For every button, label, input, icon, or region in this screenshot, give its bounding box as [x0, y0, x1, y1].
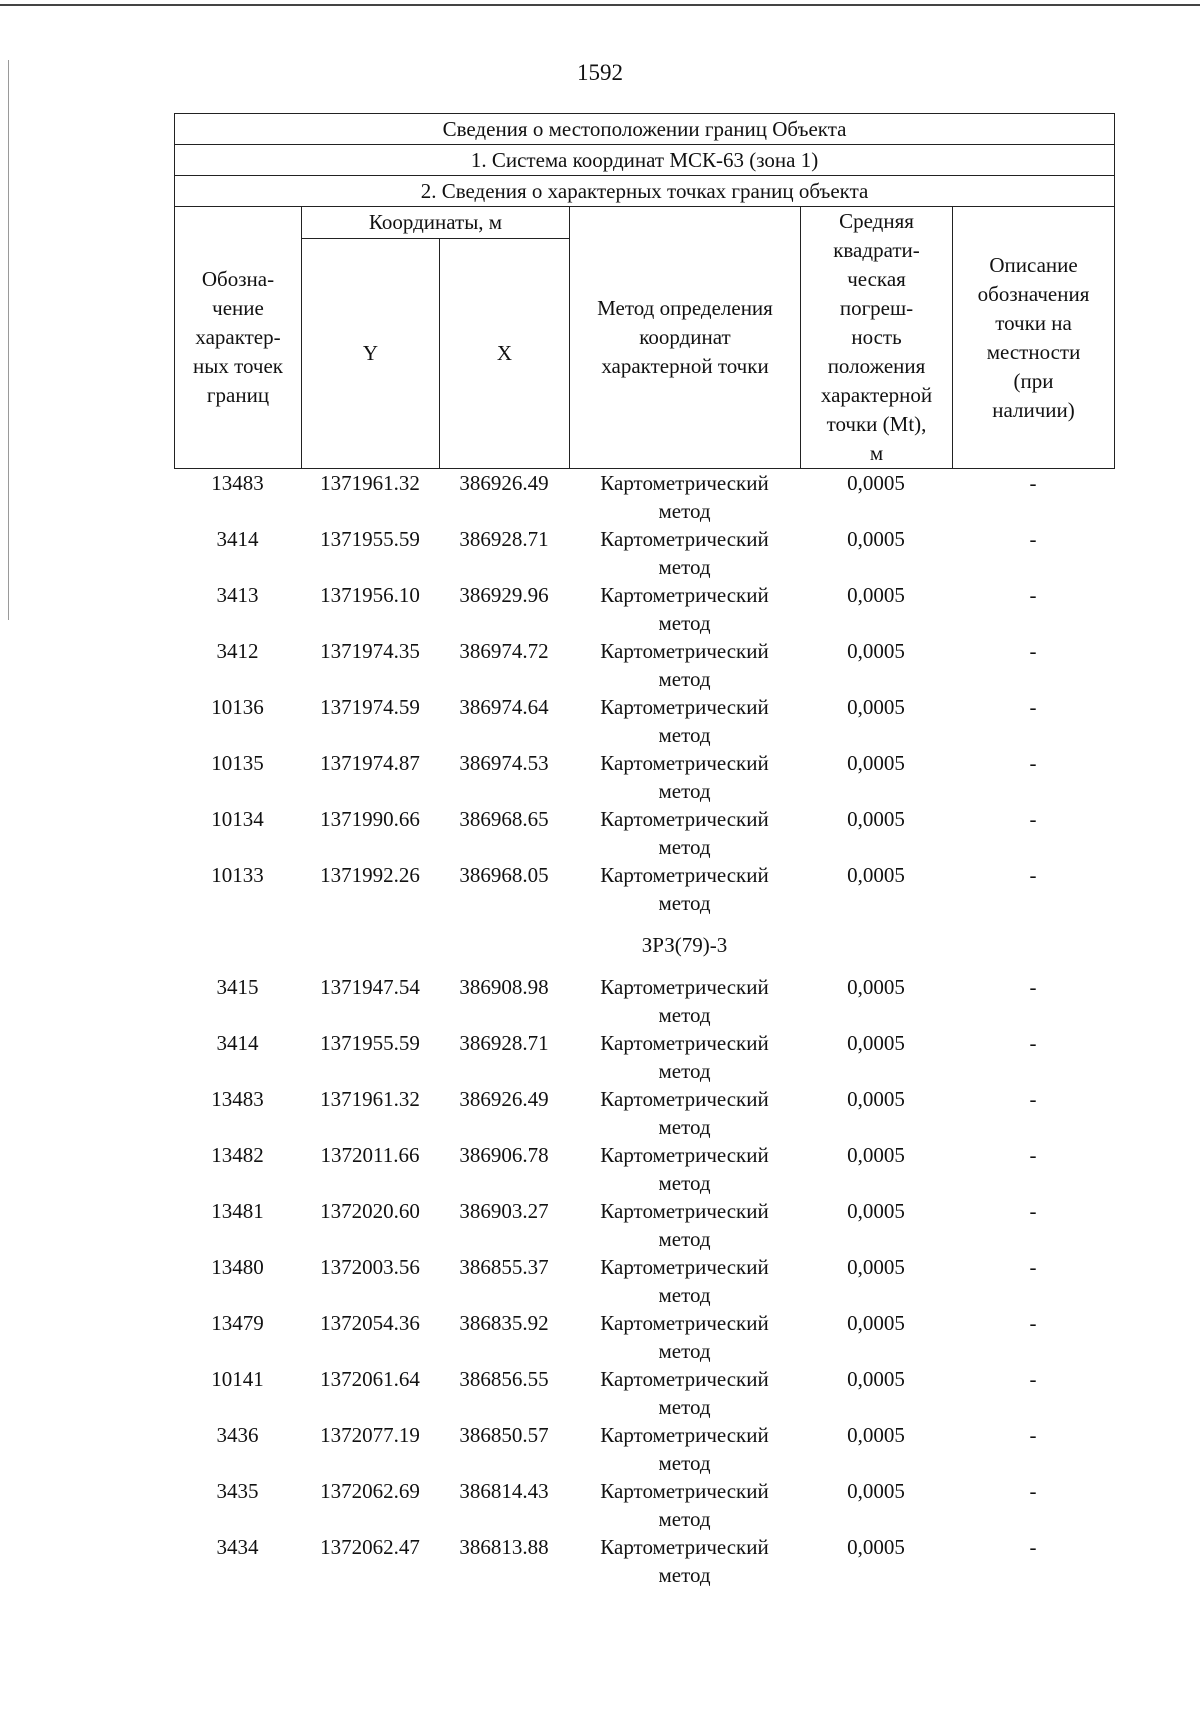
method-line: Картометрический: [600, 471, 769, 495]
x-coordinate-cell: 386968.05: [459, 863, 549, 887]
y-coordinate-cell: 1372061.64: [320, 1367, 420, 1391]
mean-error-cell: 0,0005: [847, 471, 905, 495]
description-cell: -: [1029, 807, 1037, 831]
method-line: метод: [658, 1563, 711, 1587]
mean-error-cell: 0,0005: [847, 1311, 905, 1335]
method-line: метод: [658, 667, 711, 691]
mean-error-cell: 0,0005: [847, 1535, 905, 1559]
mean-error-cell: 0,0005: [847, 1479, 905, 1503]
description-cell: -: [1029, 1143, 1037, 1167]
table-row: [174, 861, 1114, 917]
point-id-cell: 13483: [211, 1087, 264, 1111]
method-line: Картометрический: [600, 807, 769, 831]
description-cell: -: [1029, 1255, 1037, 1279]
y-coordinate-cell: 1372020.60: [320, 1199, 420, 1223]
x-coordinate-cell: 386974.53: [459, 751, 549, 775]
method-cell: [569, 1029, 800, 1085]
header-line: погреш-: [839, 296, 914, 320]
point-id-cell: 10135: [211, 751, 264, 775]
table-row: [174, 581, 1114, 637]
method-line: метод: [658, 1283, 711, 1307]
method-line: метод: [658, 499, 711, 523]
section-spacer: [800, 917, 1114, 973]
table-row: [174, 1085, 1114, 1141]
method-line: метод: [658, 1395, 711, 1419]
section-label: ЗРЗ(79)-3: [641, 933, 728, 957]
method-line: Картометрический: [600, 1087, 769, 1111]
page-number: 1592: [577, 60, 623, 85]
table-row: [174, 525, 1114, 581]
point-id-cell: 13482: [211, 1143, 264, 1167]
x-coordinate-cell: 386906.78: [459, 1143, 549, 1167]
x-coordinate-cell: 386856.55: [459, 1367, 549, 1391]
mean-error-cell: 0,0005: [847, 695, 905, 719]
method-line: Картометрический: [600, 1199, 769, 1223]
header-line: (при: [1013, 368, 1054, 393]
mean-error-cell: 0,0005: [847, 863, 905, 887]
point-id-cell: 3412: [216, 639, 259, 663]
y-coordinate-cell: 1371974.35: [320, 639, 420, 663]
points-section-title: 2. Сведения о характерных точках границ объекта: [175, 176, 1115, 207]
header-line: Средняя: [839, 209, 914, 233]
table-row: [174, 1421, 1114, 1477]
header-line: точки на: [995, 310, 1072, 335]
table-row: [174, 1141, 1114, 1197]
header-line: наличии): [992, 397, 1075, 422]
x-coordinate-cell: 386928.71: [459, 1031, 549, 1055]
method-cell: [569, 1085, 800, 1141]
description-cell: -: [1029, 1311, 1037, 1335]
method-header: [570, 207, 801, 469]
x-coordinate-cell: 386814.43: [459, 1479, 549, 1503]
header-line: Метод определения: [597, 296, 773, 320]
designation-header: [175, 207, 302, 469]
section-spacer: [174, 917, 569, 973]
point-id-cell: 13483: [211, 471, 264, 495]
method-cell: [569, 581, 800, 637]
header-line: чение: [212, 296, 264, 320]
x-coordinate-cell: 386850.57: [459, 1423, 549, 1447]
point-id-cell: 3413: [216, 583, 259, 607]
x-coordinate-cell: 386903.27: [459, 1199, 549, 1223]
y-coordinate-cell: 1372054.36: [320, 1311, 420, 1335]
x-coordinate-cell: 386835.92: [459, 1311, 549, 1335]
table-row: [174, 1309, 1114, 1365]
header-line: точки (Mt),: [826, 412, 927, 436]
point-id-cell: 3414: [216, 527, 259, 551]
x-header: X: [440, 238, 570, 468]
header-line: обозначения: [977, 281, 1090, 306]
method-cell: [569, 637, 800, 693]
method-line: метод: [658, 835, 711, 859]
table-row: [174, 1197, 1114, 1253]
description-cell: -: [1029, 639, 1037, 663]
description-cell: -: [1029, 863, 1037, 887]
mean-error-cell: 0,0005: [847, 1255, 905, 1279]
y-coordinate-cell: 1372062.47: [320, 1535, 420, 1559]
method-cell: [569, 805, 800, 861]
method-line: Картометрический: [600, 695, 769, 719]
method-line: Картометрический: [600, 639, 769, 663]
method-line: метод: [658, 1003, 711, 1027]
mean-error-cell: 0,0005: [847, 1143, 905, 1167]
y-coordinate-cell: 1371947.54: [320, 975, 420, 999]
scan-left-margin-line: [8, 60, 9, 620]
method-line: метод: [658, 1115, 711, 1139]
method-line: Картометрический: [600, 975, 769, 999]
description-header: [953, 207, 1115, 469]
y-header: Y: [302, 238, 440, 468]
method-cell: [569, 861, 800, 917]
method-cell: [569, 1197, 800, 1253]
mean-error-cell: 0,0005: [847, 1199, 905, 1223]
header-line: Описание: [989, 252, 1078, 277]
table-row: [174, 1533, 1114, 1589]
header-line: характерной: [820, 383, 933, 407]
mean-error-cell: 0,0005: [847, 751, 905, 775]
y-coordinate-cell: 1371961.32: [320, 471, 420, 495]
method-line: Картометрический: [600, 1423, 769, 1447]
method-line: метод: [658, 1171, 711, 1195]
method-line: метод: [658, 779, 711, 803]
table-row: [174, 693, 1114, 749]
description-cell: -: [1029, 583, 1037, 607]
y-coordinate-cell: 1372062.69: [320, 1479, 420, 1503]
table-header: [174, 113, 1115, 469]
coordinate-system-title: 1. Система координат МСК-63 (зона 1): [175, 145, 1115, 176]
y-coordinate-cell: 1371992.26: [320, 863, 420, 887]
table-row: [174, 469, 1114, 525]
point-id-cell: 3435: [216, 1479, 259, 1503]
table-row: [174, 973, 1114, 1029]
scan-top-border: [0, 4, 1200, 6]
header-line: Обозна-: [201, 267, 275, 291]
x-coordinate-cell: 386974.64: [459, 695, 549, 719]
y-coordinate-cell: 1371974.87: [320, 751, 420, 775]
method-cell: [569, 525, 800, 581]
mean-error-cell: 0,0005: [847, 1423, 905, 1447]
points-table: [174, 469, 1114, 1589]
mean-error-cell: 0,0005: [847, 1367, 905, 1391]
method-line: Картометрический: [600, 1311, 769, 1335]
x-coordinate-cell: 386926.49: [459, 1087, 549, 1111]
method-cell: [569, 693, 800, 749]
description-cell: -: [1029, 1479, 1037, 1503]
method-cell: [569, 1477, 800, 1533]
y-coordinate-cell: 1372003.56: [320, 1255, 420, 1279]
x-coordinate-cell: 386929.96: [459, 583, 549, 607]
point-id-cell: 3434: [216, 1535, 259, 1559]
method-cell: [569, 469, 800, 525]
mean-error-cell: 0,0005: [847, 583, 905, 607]
method-line: метод: [658, 1059, 711, 1083]
description-cell: -: [1029, 1535, 1037, 1559]
method-cell: [569, 1253, 800, 1309]
header-line: характер-: [195, 325, 281, 349]
x-coordinate-cell: 386855.37: [459, 1255, 549, 1279]
method-line: Картометрический: [600, 1367, 769, 1391]
object-boundaries-title: Сведения о местоположении границ Объекта: [175, 114, 1115, 145]
method-line: Картометрический: [600, 1479, 769, 1503]
header-line: границ: [206, 383, 270, 407]
description-cell: -: [1029, 975, 1037, 999]
point-id-cell: 3436: [216, 1423, 259, 1447]
point-id-cell: 3415: [216, 975, 259, 999]
point-id-cell: 3414: [216, 1031, 259, 1055]
mean-error-header: [801, 207, 953, 469]
table-row: [174, 1029, 1114, 1085]
boundary-points-document: [174, 113, 1114, 1589]
header-line: ность: [851, 325, 902, 349]
method-cell: [569, 1141, 800, 1197]
method-line: метод: [658, 1507, 711, 1531]
y-coordinate-cell: 1371961.32: [320, 1087, 420, 1111]
mean-error-cell: 0,0005: [847, 807, 905, 831]
description-cell: -: [1029, 471, 1037, 495]
table-row: [174, 1477, 1114, 1533]
mean-error-cell: 0,0005: [847, 1087, 905, 1111]
point-id-cell: 10136: [211, 695, 264, 719]
points-table-body: [174, 469, 1114, 1589]
x-coordinate-cell: 386928.71: [459, 527, 549, 551]
table-row: [174, 637, 1114, 693]
table-row: [174, 1253, 1114, 1309]
header-line: местности: [986, 339, 1081, 364]
method-cell: [569, 749, 800, 805]
mean-error-cell: 0,0005: [847, 975, 905, 999]
description-cell: -: [1029, 1199, 1037, 1223]
header-line: характерной точки: [601, 354, 769, 378]
point-id-cell: 10133: [211, 863, 264, 887]
header-line: ных точек: [192, 354, 284, 378]
method-cell: [569, 1365, 800, 1421]
y-coordinate-cell: 1372011.66: [320, 1143, 420, 1167]
y-coordinate-cell: 1372077.19: [320, 1423, 420, 1447]
x-coordinate-cell: 386908.98: [459, 975, 549, 999]
coordinates-group-header: Координаты, м: [302, 207, 570, 239]
x-coordinate-cell: 386968.65: [459, 807, 549, 831]
table-row: [174, 1365, 1114, 1421]
x-coordinate-cell: 386974.72: [459, 639, 549, 663]
method-line: Картометрический: [600, 1143, 769, 1167]
y-coordinate-cell: 1371955.59: [320, 527, 420, 551]
method-line: Картометрический: [600, 1255, 769, 1279]
table-row: [174, 749, 1114, 805]
header-line: координат: [639, 325, 731, 349]
mean-error-cell: 0,0005: [847, 527, 905, 551]
header-line: м: [869, 441, 884, 465]
point-id-cell: 13481: [211, 1199, 264, 1223]
y-coordinate-cell: 1371990.66: [320, 807, 420, 831]
method-line: метод: [658, 1451, 711, 1475]
description-cell: -: [1029, 1367, 1037, 1391]
point-id-cell: 13479: [211, 1311, 264, 1335]
method-line: метод: [658, 891, 711, 915]
y-coordinate-cell: 1371956.10: [320, 583, 420, 607]
description-cell: -: [1029, 1031, 1037, 1055]
header-line: положения: [827, 354, 926, 378]
method-line: метод: [658, 611, 711, 635]
y-coordinate-cell: 1371974.59: [320, 695, 420, 719]
description-cell: -: [1029, 751, 1037, 775]
method-line: метод: [658, 1227, 711, 1251]
section-row: [174, 917, 1114, 973]
method-cell: [569, 973, 800, 1029]
method-line: Картометрический: [600, 583, 769, 607]
header-line: ческая: [847, 267, 906, 291]
description-cell: -: [1029, 527, 1037, 551]
y-coordinate-cell: 1371955.59: [320, 1031, 420, 1055]
x-coordinate-cell: 386926.49: [459, 471, 549, 495]
point-id-cell: 13480: [211, 1255, 264, 1279]
method-line: Картометрический: [600, 1535, 769, 1559]
header-line: квадрати-: [833, 238, 920, 262]
mean-error-cell: 0,0005: [847, 1031, 905, 1055]
point-id-cell: 10134: [211, 807, 264, 831]
mean-error-cell: 0,0005: [847, 639, 905, 663]
method-cell: [569, 1421, 800, 1477]
method-cell: [569, 1533, 800, 1589]
method-line: метод: [658, 555, 711, 579]
description-cell: -: [1029, 1423, 1037, 1447]
description-cell: -: [1029, 1087, 1037, 1111]
method-line: Картометрический: [600, 1031, 769, 1055]
table-row: [174, 805, 1114, 861]
x-coordinate-cell: 386813.88: [459, 1535, 549, 1559]
description-cell: -: [1029, 695, 1037, 719]
method-line: Картометрический: [600, 527, 769, 551]
method-line: Картометрический: [600, 751, 769, 775]
method-cell: [569, 1309, 800, 1365]
method-line: метод: [658, 723, 711, 747]
method-line: метод: [658, 1339, 711, 1363]
point-id-cell: 10141: [211, 1367, 264, 1391]
method-line: Картометрический: [600, 863, 769, 887]
